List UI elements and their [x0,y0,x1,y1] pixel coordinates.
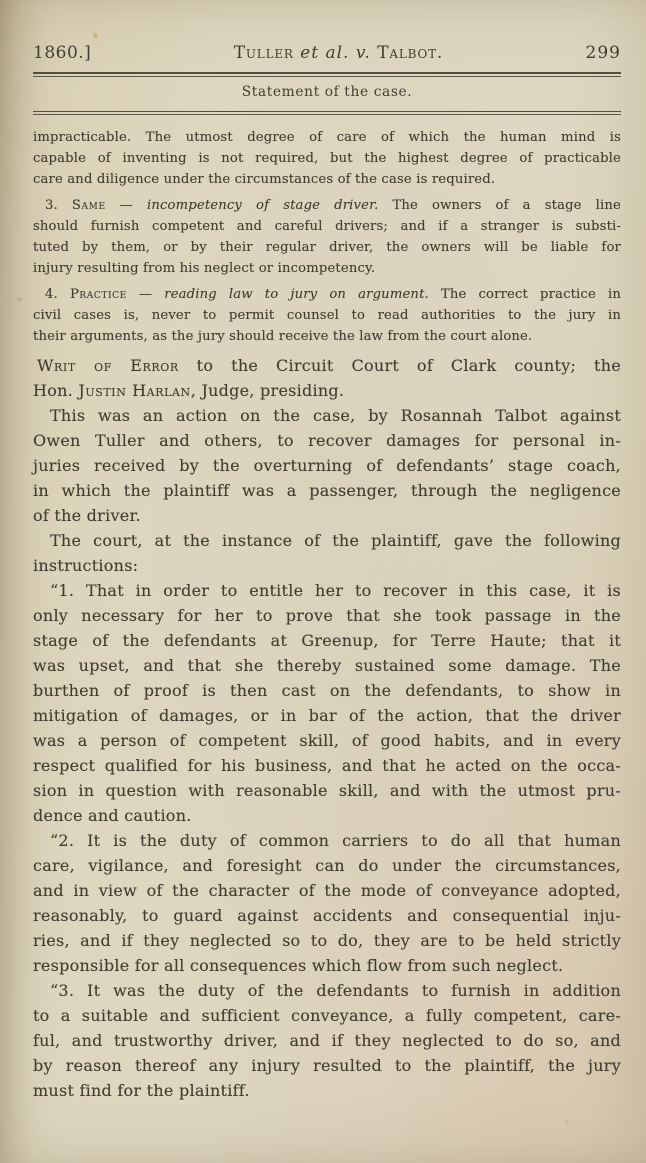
text-segment: their arguments, as the jury should receive the law from the court alone. [33,329,533,344]
text-segment: dence and caution. [33,806,192,825]
text-segment: by reason thereof any injury resulted to the plaintiff, the jury [33,1056,621,1075]
small-caps-text: Justin Harlan [78,381,191,400]
text-line [33,903,621,928]
text-segment: to the Circuit Court of Clark county; the [178,356,622,375]
text-segment: 4. [45,287,70,302]
text-line [33,953,621,978]
text-line [33,326,621,347]
text-segment: mitigation of damages, or in bar of the action, that the driver [33,706,621,725]
text-line [33,428,621,453]
text-line [33,148,621,169]
text-segment: stage of the defendants at Greenup, for Terre Haute; that it [33,631,621,650]
text-segment: capable of inventing is not required, but the highest degree of practicable [33,151,621,166]
text-segment: instructions: [33,556,139,575]
text-segment: This was an action on the case, by Rosannah Talbot against [50,406,621,425]
page-content [33,42,621,1103]
paragraph [33,528,621,578]
text-line [33,284,621,305]
text-segment: to a suitable and sufficient conveyance, a fully competent, care- [33,1006,621,1025]
text-segment: 3. [45,198,72,213]
paper-speck [565,1120,569,1123]
small-caps-text: Writ of Error [37,356,179,375]
text-segment: should furnish competent and careful drivers; and if a stranger is substi- [33,219,621,234]
text-line [33,503,621,528]
text-segment: care, vigilance, and foresight can do under the circumstances, [33,856,621,875]
text-line [33,237,621,258]
text-segment: “3. It was the duty of the defendants to furnish in addition [50,981,621,1000]
text-segment: responsible for all consequences which flow from such neglect. [33,956,564,975]
text-segment: impracticable. The utmost degree of care of which the human mind is [33,130,621,145]
text-segment: Owen Tuller and others, to recover damages for personal in- [33,431,621,450]
running-head: Statement of the case. [241,84,413,100]
text-line [33,378,621,403]
text-segment: must find for the plaintiff. [33,1081,250,1100]
text-line [33,578,621,603]
text-segment: was upset, and that she thereby sustained some damage. The [33,656,621,675]
headnotes-section [33,127,621,347]
text-line [33,258,621,279]
paragraph [33,353,621,403]
text-segment: Hon. [33,381,79,400]
text-line [33,528,621,553]
text-line [33,853,621,878]
text-segment: respect qualified for his business, and that he acted on the occa- [33,756,621,775]
paragraph [33,403,621,528]
paragraph [33,195,621,279]
text-line [33,1078,621,1103]
text-line [33,978,621,1003]
running-head-rule [33,111,621,115]
text-line [33,553,621,578]
text-segment: only necessary for her to prove that she took passage in the [33,606,621,625]
text-segment: of the driver. [33,506,141,525]
text-segment: burthen of proof is then cast on the defendants, to show in [33,681,621,700]
paragraph [33,578,621,828]
text-line [33,803,621,828]
text-line [33,653,621,678]
text-segment: “1. That in order to entitle her to recover in this case, it is [50,581,621,600]
text-line [33,678,621,703]
text-segment: “2. It is the duty of common carriers to do all that human [50,831,621,850]
text-line [33,478,621,503]
text-line [33,828,621,853]
text-segment: care and diligence under the circumstances of the case is required. [33,172,496,187]
text-line [33,169,621,190]
text-segment: The correct practice in [428,287,621,302]
text-line [33,628,621,653]
text-line [33,127,621,148]
text-line [33,195,621,216]
text-line [33,403,621,428]
italic-text: incompetency of stage driver. [147,198,379,213]
text-segment: reasonably, to guard against accidents and consequential inju- [33,906,621,925]
text-line [33,353,621,378]
year-label: 1860.] [33,43,92,63]
text-segment: injury resulting from his neglect or incompetency. [33,261,376,276]
page-number: 299 [585,43,621,63]
text-line [33,878,621,903]
small-caps-text: Same [71,198,106,213]
text-line [33,753,621,778]
text-segment: was a person of competent skill, of good habits, and in every [33,731,621,750]
text-segment: — [126,287,165,302]
case-title [91,42,585,64]
paragraph [33,828,621,978]
paper-speck [93,33,98,38]
text-segment: juries received by the overturning of defendants’ stage coach, [33,456,621,475]
text-line [33,603,621,628]
text-segment: , Judge, presiding. [190,381,345,400]
text-segment: The court, at the instance of the plaintiff, gave the following [50,531,621,550]
paragraph [33,284,621,347]
header-rule [33,72,621,77]
text-line [33,928,621,953]
paragraph [33,978,621,1103]
text-segment: and in view of the character of the mode of conveyance adopted, [33,881,621,900]
paragraph [33,127,621,190]
text-segment: ful, and trustworthy driver, and if they neglected to do so, and [33,1031,621,1050]
body-section [33,353,621,1103]
text-line [33,1003,621,1028]
text-line [33,703,621,728]
text-segment: The owners of a stage line [378,198,621,213]
text-segment: ries, and if they neglected so to do, they are to be held strictly [33,931,621,950]
text-segment: — [105,198,148,213]
text-line [33,453,621,478]
text-segment: tuted by them, or by their regular driver, the owners will be liable for [33,240,621,255]
text-line [33,1028,621,1053]
paper-speck [18,298,21,301]
text-segment: in which the plaintiff was a passenger, through the negligence [33,481,621,500]
text-line [33,216,621,237]
page-header [33,42,621,64]
small-caps-text: Practice [69,287,127,302]
text-line [33,305,621,326]
text-line [33,728,621,753]
defendant-name: Talbot. [377,43,444,63]
text-segment: civil cases is, never to permit counsel to read authorities to the jury in [33,308,621,323]
case-title-connector: et al. v. [293,43,378,63]
italic-text: reading law to jury on argument. [164,287,429,302]
text-segment: sion in question with reasonable skill, and with the utmost pru- [33,781,621,800]
plaintiff-name: Tuller [233,43,294,63]
text-line [33,1053,621,1078]
text-line [33,778,621,803]
